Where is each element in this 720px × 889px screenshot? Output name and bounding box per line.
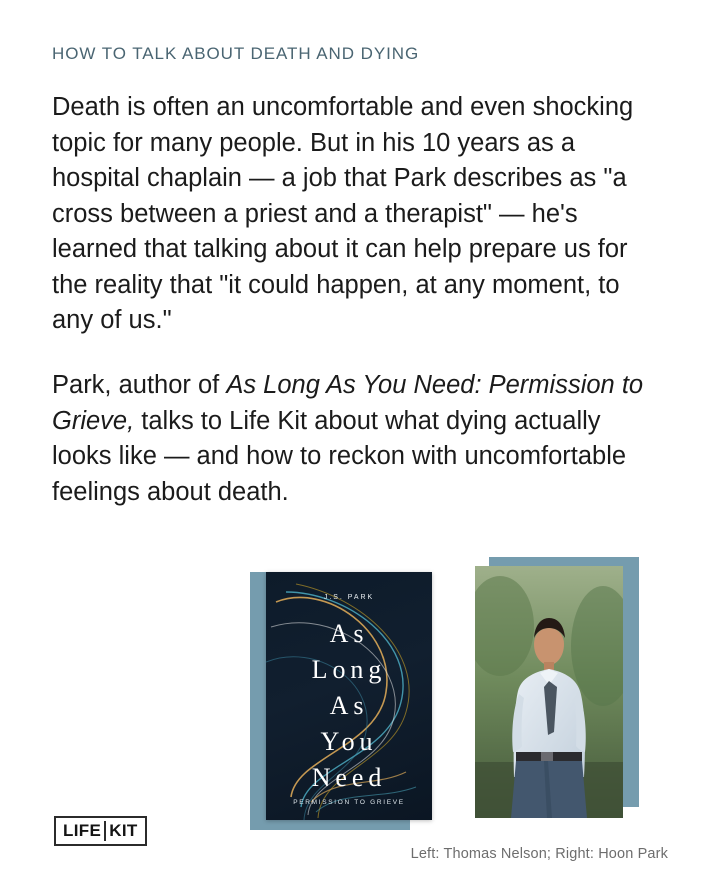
life-kit-logo — [54, 816, 147, 846]
logo-word-life: LIFE — [63, 821, 102, 840]
photo-credit: Left: Thomas Nelson; Right: Hoon Park — [410, 846, 668, 862]
book-cover-title — [266, 616, 432, 795]
book-cover-author: J.S. PARK — [323, 594, 375, 601]
article-paragraph-1: Death is often an uncomfortable and even shocking topic for many people. But in his 10 years as a hospital chaplain — a job that Park describes as "a cross between a priest and a therapist" — he's learned that talking about it can help prepare us for the reality that "it could happen, at any moment, to any of us." — [52, 93, 634, 335]
book-cover-title-line-4: You — [320, 726, 378, 756]
book-cover-title-line-2: Long — [311, 654, 387, 684]
book-cover-image — [266, 572, 432, 820]
book-cover-title-line-5: Need — [311, 762, 387, 792]
article-paragraph-2 — [52, 368, 652, 510]
portrait-illustration — [475, 566, 623, 818]
book-cover-title-line-1: As — [329, 619, 369, 648]
book-cover-subtitle: PERMISSION TO GRIEVE — [293, 799, 405, 806]
book-cover-title-line-3: As — [329, 690, 369, 720]
book-title-mention: As Long As You Need: Permission to Grieve, — [52, 371, 644, 435]
logo-word-kit: KIT — [109, 821, 138, 840]
article-kicker: HOW TO TALK ABOUT DEATH AND DYING — [52, 44, 420, 63]
media-row — [52, 548, 668, 838]
paragraph-2-text-before: Park, author of — [52, 371, 227, 400]
paragraph-2-text-after: talks to Life Kit about what dying actually looks like — and how to reckon with uncomfortable feelings about death. — [52, 406, 627, 506]
portrait-photo — [475, 566, 623, 818]
